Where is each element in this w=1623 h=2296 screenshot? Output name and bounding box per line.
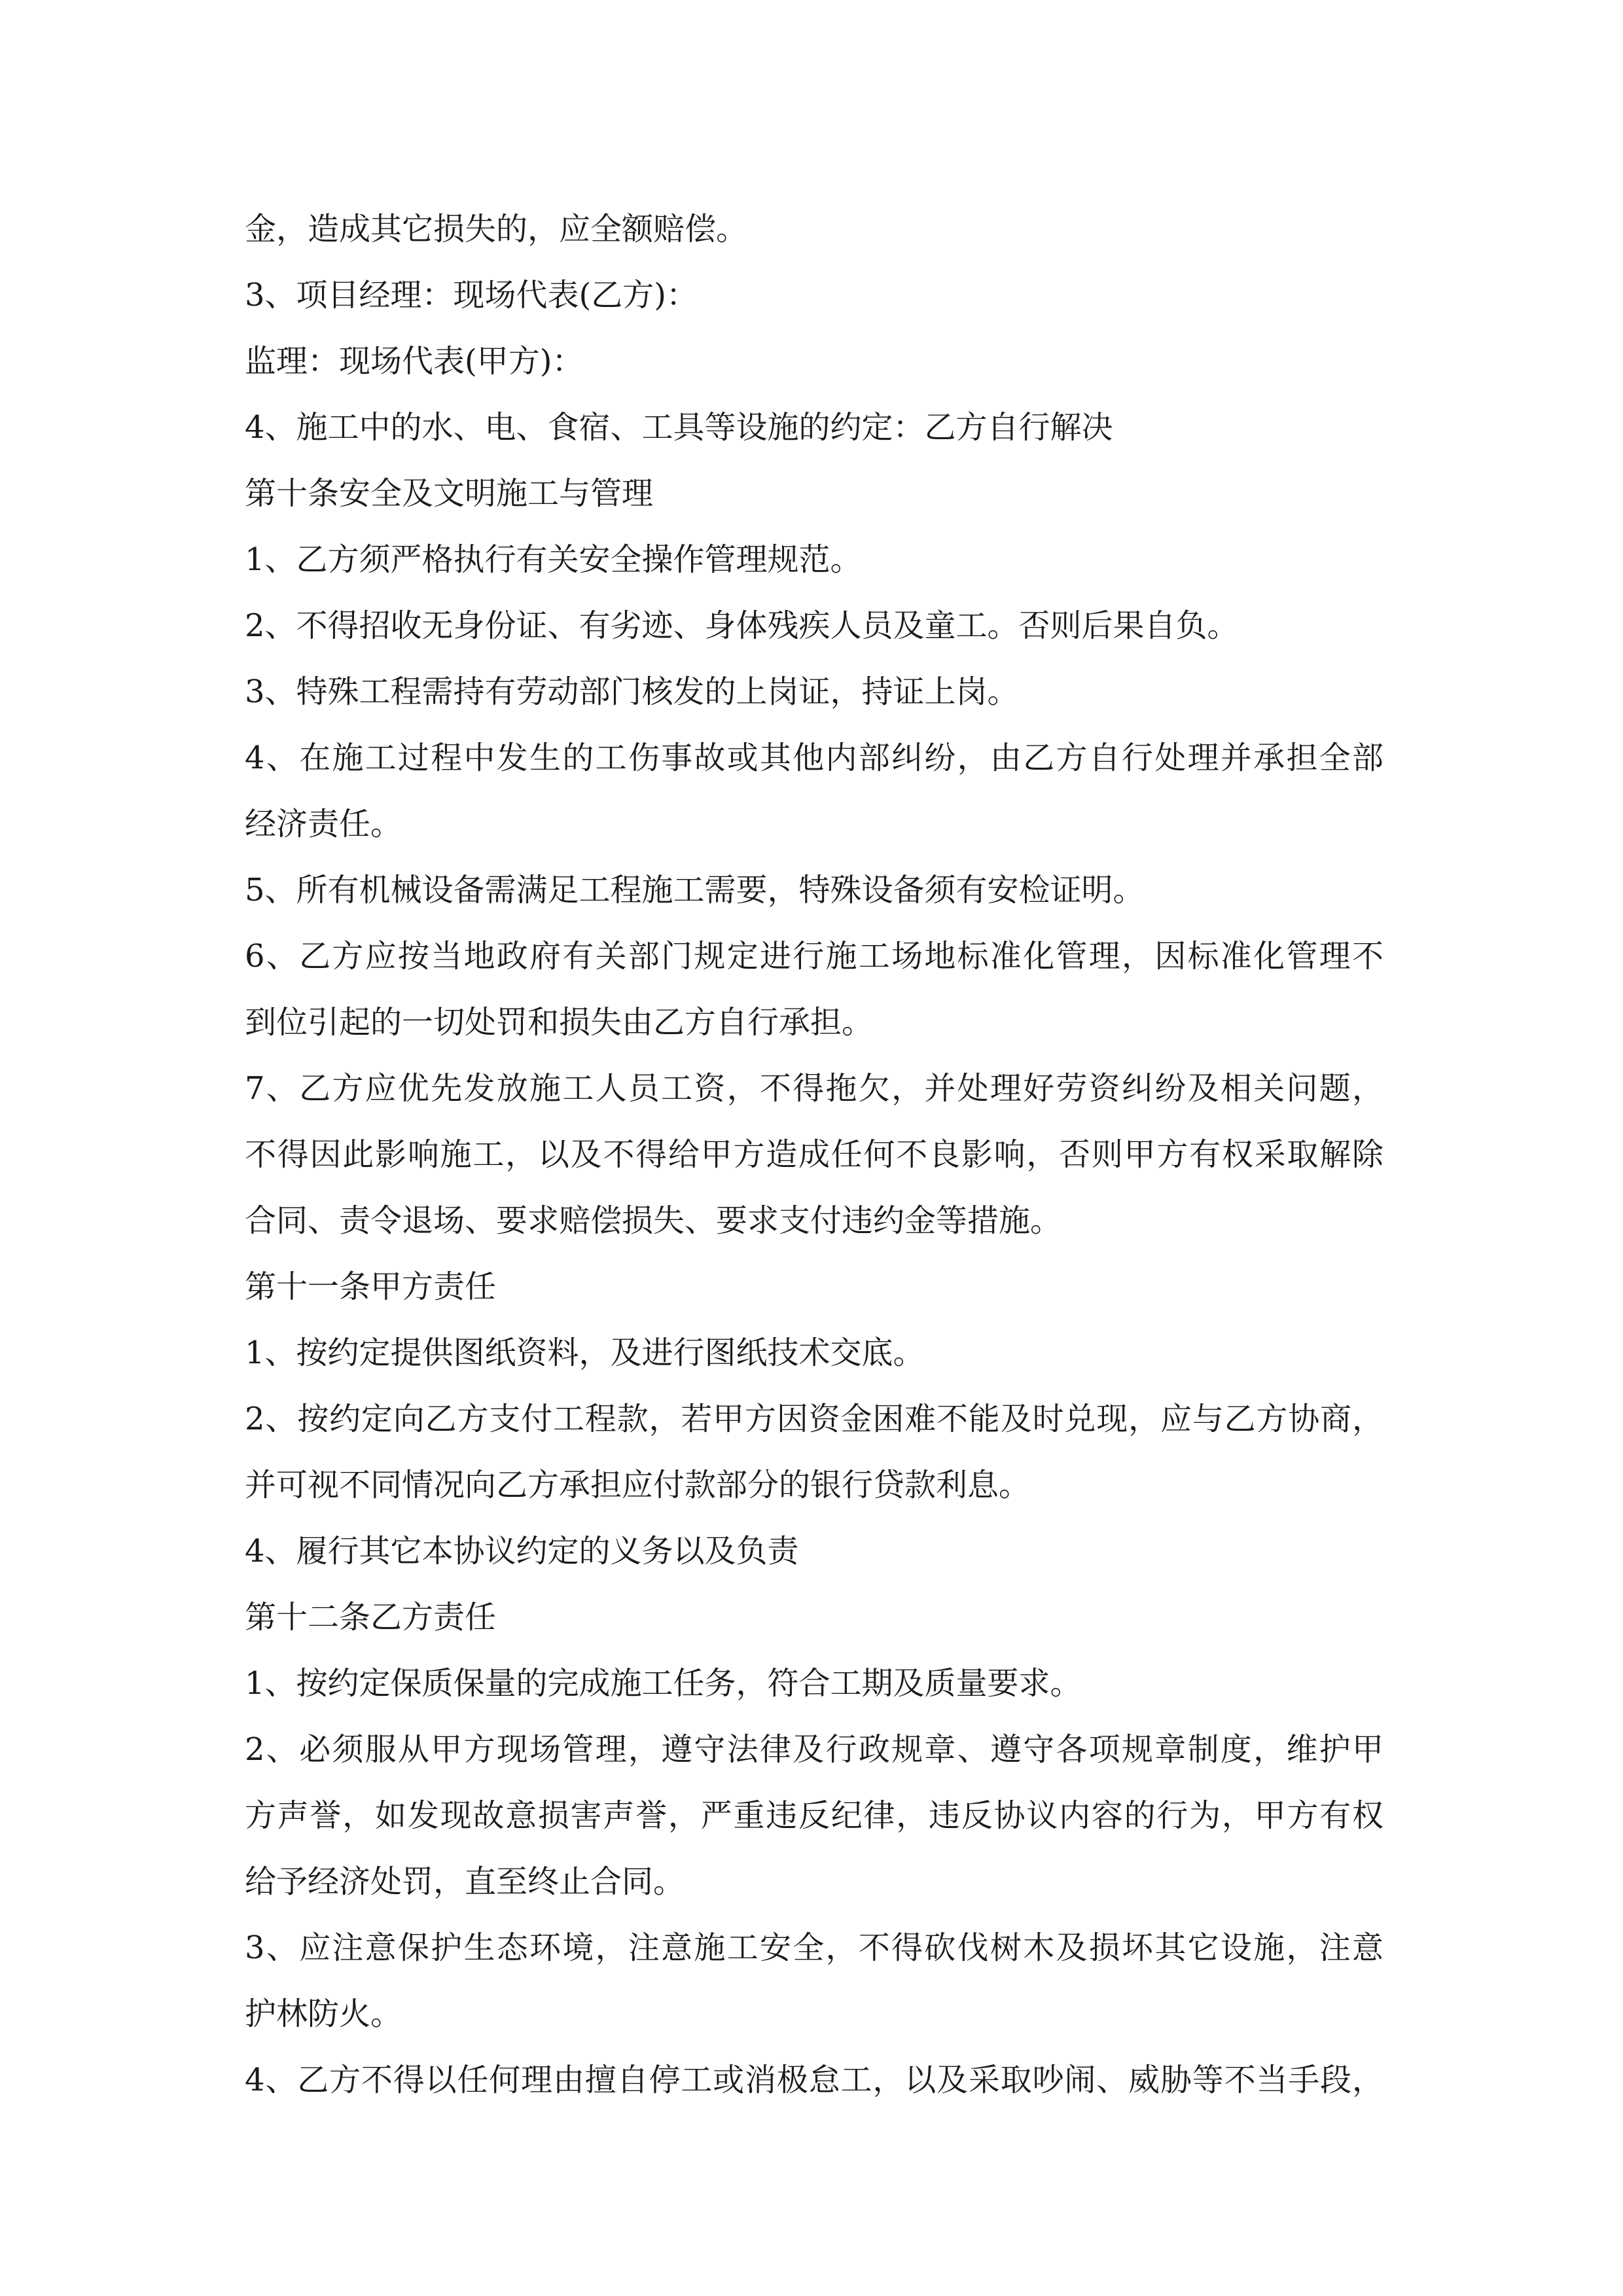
text-line: 3、应注意保护生态环境，注意施工安全，不得砍伐树木及损坏其它设施，注意 — [245, 1929, 1383, 1966]
text-line: 4、乙方不得以任何理由擅自停工或消极怠工，以及采取吵闹、威胁等不当手段， — [245, 2062, 1383, 2098]
text-line: 1、乙方须严格执行有关安全操作管理规范。 — [245, 541, 862, 578]
text-line: 1、按约定提供图纸资料，及进行图纸技术交底。 — [245, 1335, 925, 1371]
text-line: 5、所有机械设备需满足工程施工需要，特殊设备须有安检证明。 — [245, 872, 1145, 908]
section-heading: 第十二条乙方责任 — [245, 1599, 497, 1636]
text-line: 方声誉，如发现故意损害声誉，严重违反纪律，违反协议内容的行为，甲方有权 — [245, 1797, 1383, 1834]
text-line: 4、在施工过程中发生的工伤事故或其他内部纠纷，由乙方自行处理并承担全部 — [245, 740, 1383, 776]
text-line: 监理：现场代表(甲方)： — [245, 343, 584, 380]
text-line: 金，造成其它损失的，应全额赔偿。 — [245, 211, 748, 247]
text-line: 3、项目经理：现场代表(乙方)： — [245, 277, 698, 314]
text-line: 经济责任。 — [245, 806, 402, 842]
section-heading: 第十条安全及文明施工与管理 — [245, 475, 654, 512]
text-line: 3、特殊工程需持有劳动部门核发的上岗证，持证上岗。 — [245, 673, 1019, 710]
text-line: 到位引起的一切处罚和损失由乙方自行承担。 — [245, 1004, 874, 1041]
text-line: 2、不得招收无身份证、有劣迹、身体残疾人员及童工。否则后果自负。 — [245, 607, 1239, 644]
section-heading: 第十一条甲方责任 — [245, 1268, 497, 1305]
text-line: 2、按约定向乙方支付工程款，若甲方因资金困难不能及时兑现，应与乙方协商， — [245, 1401, 1383, 1437]
text-line: 合同、责令退场、要求赔偿损失、要求支付违约金等措施。 — [245, 1202, 1062, 1239]
text-line: 1、按约定保质保量的完成施工任务，符合工期及质量要求。 — [245, 1665, 1082, 1702]
text-line: 6、乙方应按当地政府有关部门规定进行施工场地标准化管理，因标准化管理不 — [245, 938, 1383, 975]
text-line: 护林防火。 — [245, 1996, 402, 2032]
text-line: 给予经济处罚，直至终止合同。 — [245, 1863, 685, 1900]
text-line: 4、施工中的水、电、食宿、工具等设施的约定：乙方自行解决 — [245, 409, 1113, 446]
text-line: 4、履行其它本协议约定的义务以及负责 — [245, 1533, 799, 1570]
document-body — [245, 196, 1383, 2113]
text-line: 7、乙方应优先发放施工人员工资，不得拖欠，并处理好劳资纠纷及相关问题， — [245, 1070, 1383, 1107]
text-line: 2、必须服从甲方现场管理，遵守法律及行政规章、遵守各项规章制度，维护甲 — [245, 1731, 1383, 1768]
text-line: 并可视不同情况向乙方承担应付款部分的银行贷款利息。 — [245, 1467, 1031, 1503]
text-line: 不得因此影响施工，以及不得给甲方造成任何不良影响，否则甲方有权采取解除 — [245, 1136, 1383, 1173]
